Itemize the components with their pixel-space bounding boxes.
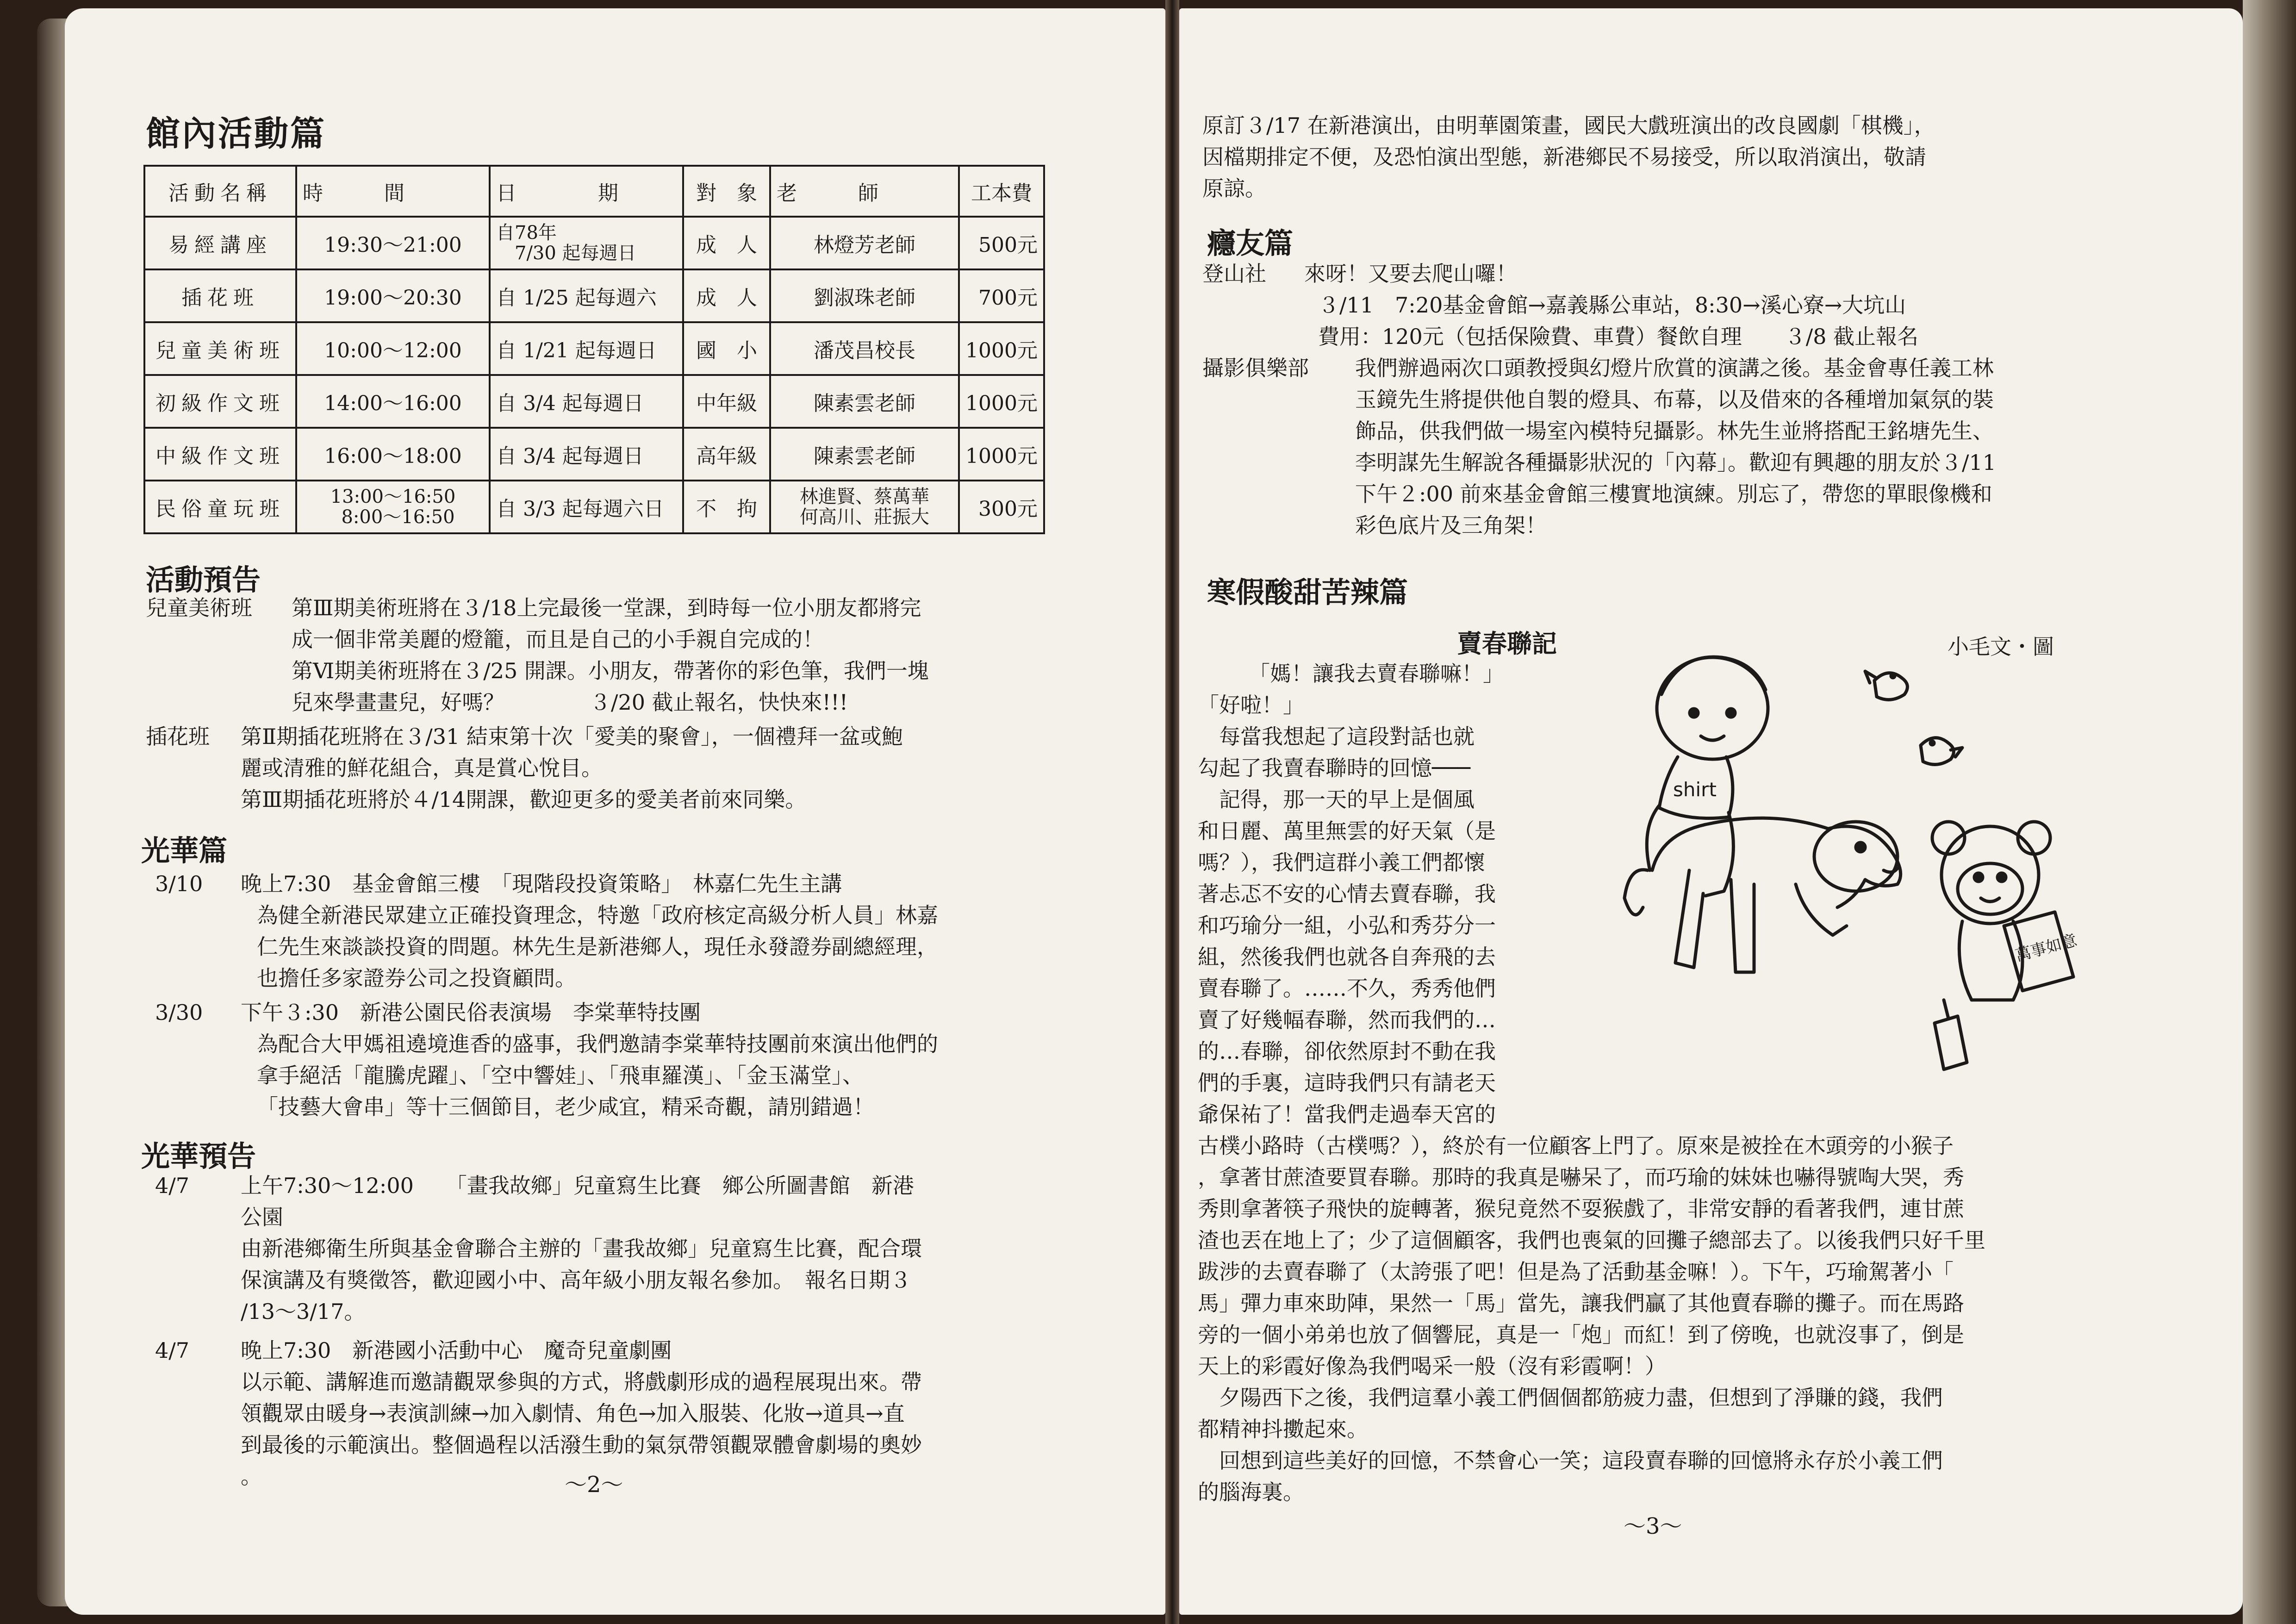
event-date: 3/30	[155, 1000, 203, 1025]
photo-line: 飾品，供我們做一場室內模特兒攝影。林先生並將搭配王銘塘先生、	[1355, 418, 1994, 443]
cell-fee: 300元	[959, 481, 1044, 533]
cell-time-line2: 8:00～16:50	[341, 506, 455, 528]
header-activity-name: 活動名稱	[144, 166, 296, 217]
photo-club-label: 攝影俱樂部	[1202, 356, 1309, 381]
preview-art-line: 成一個非常美麗的燈籠，而且是自己的小手親自完成的！	[292, 627, 824, 652]
event-line: 為配合大甲媽祖遶境進香的盛事，我們邀請李棠華特技團前來演出他們的	[257, 1031, 938, 1056]
cell-date: 自 1/25 起每週六	[490, 269, 683, 322]
article-line: 們的手裏，這時我們只有請老天	[1198, 1070, 1496, 1095]
article-line: 組，然後我們也就各自奔飛的去	[1198, 944, 1496, 969]
cell-teacher: 潘茂昌校長	[770, 322, 959, 375]
preview-art-line: 第Ⅲ期美術班將在３/18上完最後一堂課，到時每一位小朋友都將完	[292, 595, 921, 620]
article-line: 爺保祐了！當我們走過奉天宮的	[1198, 1102, 1496, 1127]
cell-time: 14:00～16:00	[296, 375, 490, 428]
header-fee: 工本費	[959, 166, 1044, 217]
event-line: 拿手絕活「龍騰虎躍」、「空中響娃」、「飛車羅漢」、「金玉滿堂」、	[257, 1063, 864, 1088]
hiking-label: 登山社	[1202, 261, 1266, 286]
preview-art-line: 兒來學畫畫兒，好嗎？ ３/20 截止報名，快快來!!!	[292, 690, 848, 715]
cell-name: 易經講座	[144, 217, 296, 269]
section-title-guanghua-preview: 光華預告	[141, 1139, 256, 1173]
article-line: 記得，那一天的早上是個風	[1198, 787, 1475, 812]
article-line: 跋涉的去賣春聯了（太誇張了吧！但是為了活動基金嘛！）。下午，巧瑜駕著小「	[1198, 1259, 1954, 1284]
preview-flower-line: 第Ⅱ期插花班將在３/31 結束第十次「愛美的聚會」，一個禮拜一盆或鮑	[241, 724, 903, 749]
scroll-lettering: 萬事如意	[2013, 931, 2079, 965]
event-line: 「技藝大會串」等十三個節目，老少咸宜，精采奇觀，請別錯過！	[257, 1094, 874, 1119]
cell-audience: 不 拘	[683, 481, 770, 533]
cell-date: 自 3/4 起每週日	[490, 428, 683, 481]
article-line: 「好啦！」	[1198, 693, 1304, 718]
cell-name: 中級作文班	[144, 428, 296, 481]
event-line: 以示範、講解進而邀請觀眾參與的方式，將戲劇形成的過程展現出來。帶	[241, 1369, 922, 1394]
book-right-edge	[2243, 0, 2296, 1624]
cell-name: 初級作文班	[144, 375, 296, 428]
cell-name: 插花班	[144, 269, 296, 322]
event-line: 領觀眾由暖身→表演訓練→加入劇情、角色→加入服裝、化妝→道具→直	[241, 1401, 905, 1426]
article-line: 馬」彈力車來助陣，果然一「馬」當先，讓我們贏了其他賣春聯的攤子。而在馬路	[1198, 1291, 1964, 1316]
cell-fee: 500元	[959, 217, 1044, 269]
bird-icon	[1865, 671, 1907, 700]
hiking-line: ３/11 7:20基金會館→嘉義縣公車站，8:30→溪心寮→大坑山	[1318, 293, 1906, 318]
photo-line: 彩色底片及三角架！	[1355, 513, 1547, 538]
preview-art-label: 兒童美術班	[146, 595, 252, 620]
table-row	[144, 269, 1044, 322]
article-line: 「媽！讓我去賣春聯嘛！」	[1249, 661, 1504, 686]
cell-fee: 700元	[959, 269, 1044, 322]
cell-teacher	[770, 481, 959, 533]
event-line: 也擔任多家證券公司之投資顧問。	[257, 966, 576, 991]
cell-date: 自 3/3 起每週六日	[490, 481, 683, 533]
article-line: 夕陽西下之後，我們這羣小義工們個個都筋疲力盡，但想到了淨賺的錢，我們	[1198, 1385, 1943, 1410]
photo-line: 下午２:00 前來基金會館三樓實地演練。別忘了，帶您的單眼像機和	[1355, 481, 1992, 506]
cell-date-line2: 7/30 起每週日	[515, 243, 636, 264]
cell-date: 自 3/4 起每週日	[490, 375, 683, 428]
article-line: 都精神抖擻起來。	[1198, 1417, 1368, 1442]
page-number: ～3～	[1624, 1513, 1682, 1539]
cell-time: 19:30～21:00	[296, 217, 490, 269]
section-title-preview: 活動預告	[146, 563, 261, 597]
article-byline: 小毛文・圖	[1948, 634, 2054, 659]
cell-audience: 國 小	[683, 322, 770, 375]
boy-figure	[1647, 657, 1768, 896]
event-line: /13～3/17。	[241, 1299, 366, 1324]
event-date: 3/10	[155, 871, 203, 896]
page-number: ～2～	[565, 1472, 623, 1498]
table-row	[144, 375, 1044, 428]
article-line: 每當我想起了這段對話也就	[1198, 724, 1475, 749]
article-line: ，拿著甘蔗渣要買春聯。那時的我真是嚇呆了，而巧瑜的妹妹也嚇得號啕大哭，秀	[1198, 1165, 1964, 1190]
cell-audience: 成 人	[683, 269, 770, 322]
monkey-figure	[1932, 822, 2050, 1000]
cell-fee: 1000元	[959, 375, 1044, 428]
bird-icon	[1921, 738, 1962, 765]
cell-fee: 1000元	[959, 322, 1044, 375]
cell-audience: 高年級	[683, 428, 770, 481]
photo-line: 玉鏡先生將提供他自製的燈具、布幕，以及借來的各種增加氣氛的裝	[1355, 387, 1994, 412]
table-row	[144, 217, 1044, 269]
article-line: 天上的彩霞好像為我們喝采一般（沒有彩霞啊！）	[1198, 1354, 1666, 1379]
cell-time	[296, 481, 490, 533]
event-line: 由新港鄉衛生所與基金會聯合主辦的「畫我故鄉」兒童寫生比賽，配合環	[241, 1236, 922, 1261]
header-time: 時 間	[296, 166, 490, 217]
table-row	[144, 322, 1044, 375]
article-line: 賣春聯了。……不久，秀秀他們	[1198, 976, 1496, 1001]
article-title: 賣春聯記	[1457, 629, 1557, 658]
event-line: 仁先生來談談投資的問題。林先生是新港鄉人，現任永發證券副總經理，	[257, 934, 938, 959]
cell-teacher: 陳素雲老師	[770, 375, 959, 428]
event-heading: 晚上7:30 基金會館三樓 「現階段投資策略」 林嘉仁先生主講	[241, 871, 842, 896]
event-heading: 上午7:30～12:00 「畫我故鄉」兒童寫生比賽 鄉公所圖書館 新港	[241, 1173, 914, 1198]
couplet-scroll-icon	[2004, 912, 2079, 991]
event-heading: 下午３:30 新港公園民俗表演場 李棠華特技團	[241, 1000, 701, 1025]
article-illustration	[1597, 653, 2124, 1088]
event-line: 為健全新港民眾建立正確投資理念，特邀「政府核定高級分析人員」林嘉	[257, 903, 938, 928]
event-date: 4/7	[155, 1338, 190, 1363]
cell-teacher: 劉淑珠老師	[770, 269, 959, 322]
cell-time: 16:00～18:00	[296, 428, 490, 481]
article-line: 古樸小路時（古樸嗎？），終於有一位顧客上門了。原來是被拴在木頭旁的小猴子	[1198, 1133, 1954, 1158]
left-page	[65, 8, 1165, 1615]
hiking-heading: 來呀！又要去爬山囉！	[1304, 261, 1517, 286]
photo-line: 李明謀先生解說各種攝影狀況的「內幕」。歡迎有興趣的朋友於３/11	[1355, 450, 1997, 475]
section-title-hobby: 癮友篇	[1207, 226, 1294, 260]
event-heading: 公園	[241, 1205, 283, 1230]
preview-flower-line: 麗或清雅的鮮花組合，真是賞心悅目。	[241, 756, 603, 781]
cell-name: 兒童美術班	[144, 322, 296, 375]
section-title-winter-break: 寒假酸甜苦辣篇	[1207, 575, 1408, 609]
section-title-guanghua: 光華篇	[141, 834, 228, 868]
event-line: 保演講及有獎徵答，歡迎國小中、高年級小朋友報名參加。 報名日期３	[241, 1268, 911, 1293]
cell-teacher-line2: 何高川、莊振大	[800, 506, 929, 528]
cell-name: 民俗童玩班	[144, 481, 296, 533]
event-date: 4/7	[155, 1173, 190, 1198]
cell-time: 19:00～20:30	[296, 269, 490, 322]
event-line: 。	[241, 1464, 262, 1489]
activity-table	[143, 165, 1045, 534]
table-row	[144, 428, 1044, 481]
drink-carton-icon	[1935, 1000, 1967, 1069]
cell-date-line1: 自78年	[496, 222, 557, 244]
article-line: 著忐忑不安的心情去賣春聯，我	[1198, 881, 1496, 906]
article-line: 和日麗、萬里無雲的好天氣（是	[1198, 818, 1496, 843]
article-line: 嗎？），我們這群小義工們都懷	[1198, 850, 1485, 875]
section-title-activities: 館內活動篇	[146, 114, 326, 154]
cell-date	[490, 217, 683, 269]
notice-line: 因檔期排定不便，及恐怕演出型態，新港鄉民不易接受，所以取消演出，敬請	[1202, 144, 1926, 169]
header-teacher: 老 師	[770, 166, 959, 217]
preview-art-line: 第Ⅵ期美術班將在３/25 開課。小朋友，帶著你的彩色筆，我們一塊	[292, 658, 929, 683]
table-row	[144, 481, 1044, 533]
cell-teacher: 林燈芳老師	[770, 217, 959, 269]
cell-time: 10:00～12:00	[296, 322, 490, 375]
cell-audience: 成 人	[683, 217, 770, 269]
cell-fee: 1000元	[959, 428, 1044, 481]
pony-figure	[1624, 818, 1901, 972]
cell-teacher-line1: 林進賢、蔡萬華	[800, 486, 929, 507]
article-line: 回想到這些美好的回憶，不禁會心一笑；這段賣春聯的回憶將永存於小義工們	[1198, 1448, 1943, 1473]
article-line: 勾起了我賣春聯時的回憶───	[1198, 756, 1471, 781]
event-line: 到最後的示範演出。整個過程以活潑生動的氣氛帶領觀眾體會劇場的奧妙	[241, 1432, 922, 1457]
article-line: 渣也丟在地上了；少了這個顧客，我們也喪氣的回攤子總部去了。以後我們只好千里	[1198, 1228, 1985, 1253]
header-audience: 對 象	[683, 166, 770, 217]
article-line: 的腦海裏。	[1198, 1480, 1304, 1505]
article-line: 賣了好幾幅春聯，然而我們的…	[1198, 1007, 1496, 1032]
photo-line: 我們辦過兩次口頭教授與幻燈片欣賞的演講之後。基金會專任義工林	[1355, 356, 1994, 381]
cell-audience: 中年級	[683, 375, 770, 428]
cell-time-line1: 13:00～16:50	[330, 486, 456, 507]
header-date: 日 期	[490, 166, 683, 217]
article-line: 秀則拿著筷子飛快的旋轉著，猴兒竟然不耍猴戲了，非常安靜的看著我們，連甘蔗	[1198, 1196, 1964, 1221]
preview-flower-line: 第Ⅲ期插花班將於４/14開課，歡迎更多的愛美者前來同樂。	[241, 787, 807, 812]
cell-date: 自 1/21 起每週日	[490, 322, 683, 375]
article-line: 旁的一個小弟弟也放了個響屁，真是一「炮」而紅！到了傍晚，也就沒事了，倒是	[1198, 1322, 1964, 1347]
article-line: 的…春聯，卻依然原封不動在我	[1198, 1039, 1496, 1064]
table-header-row	[144, 166, 1044, 217]
hiking-line: 費用：120元（包括保險費、車費）餐飲自理 ３/8 截止報名	[1318, 324, 1919, 349]
shirt-lettering: shirt	[1673, 778, 1717, 801]
book-spine	[1165, 0, 1179, 1624]
notice-line: 原訂３/17 在新港演出，由明華園策畫，國民大戲班演出的改良國劇「棋機」，	[1202, 113, 1935, 138]
cell-teacher: 陳素雲老師	[770, 428, 959, 481]
notice-line: 原諒。	[1202, 176, 1266, 201]
event-heading: 晚上7:30 新港國小活動中心 魔奇兒童劇團	[241, 1338, 672, 1363]
preview-flower-label: 插花班	[146, 724, 210, 749]
article-line: 和巧瑜分一組，小弘和秀芬分一	[1198, 913, 1496, 938]
